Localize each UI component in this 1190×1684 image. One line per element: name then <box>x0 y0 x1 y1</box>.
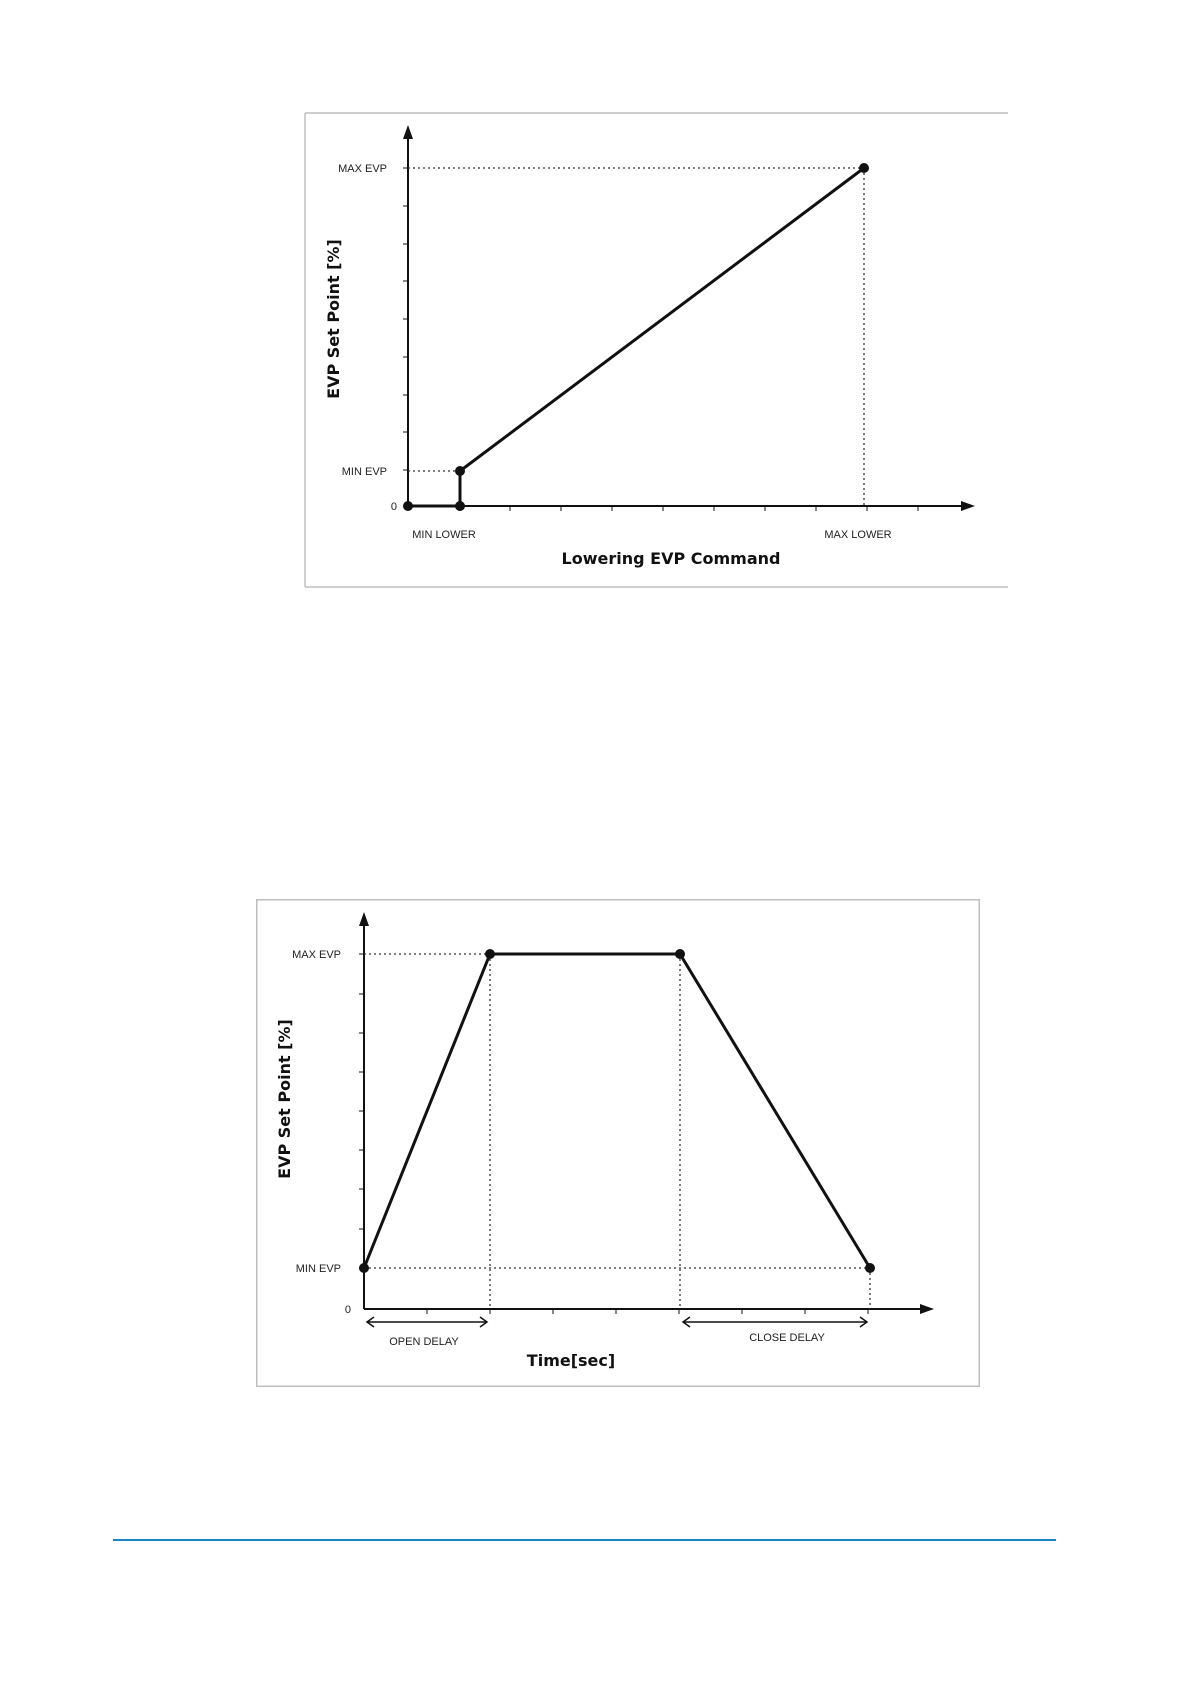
chart2-x-axis-title: Time[sec] <box>526 1351 616 1370</box>
chart1-ytick-min-evp: MIN EVP <box>341 466 387 478</box>
chart2-y-axis-title: EVP Set Point [%] <box>275 1019 294 1179</box>
chart2-ytick-min-evp: MIN EVP <box>295 1263 341 1275</box>
chart2-frame <box>257 900 980 1387</box>
evp-time-chart <box>256 899 980 1387</box>
chart2-open-delay-arrow <box>367 1317 487 1327</box>
chart1-ytick-zero: 0 <box>390 501 397 513</box>
chart1-x-axis-title: Lowering EVP Command <box>561 549 781 568</box>
chart2-open-delay-label: OPEN DELAY <box>389 1336 459 1348</box>
chart2-point-open-end <box>485 949 495 959</box>
lowering-evp-chart-svg <box>305 113 1008 587</box>
chart1-point-max-lower-max-evp <box>859 163 869 173</box>
chart2-y-axis-arrow <box>359 912 369 926</box>
footer-rule <box>113 1539 1056 1541</box>
chart1-y-axis-title: EVP Set Point [%] <box>324 239 343 399</box>
chart2-point-close-end <box>865 1263 875 1273</box>
chart1-point-min-lower-zero <box>455 501 465 511</box>
chart2-series-line <box>364 954 870 1268</box>
chart1-series-line <box>408 168 864 506</box>
chart2-x-axis-arrow <box>920 1304 934 1314</box>
chart1-xtick-min-lower: MIN LOWER <box>412 529 476 541</box>
chart2-point-start <box>359 1263 369 1273</box>
chart1-xtick-max-lower: MAX LOWER <box>824 529 892 541</box>
chart2-close-delay-arrow <box>683 1317 867 1327</box>
chart1-x-axis-arrow <box>961 501 975 511</box>
lowering-evp-chart <box>305 113 1008 587</box>
chart2-ytick-max-evp: MAX EVP <box>292 949 341 961</box>
chart2-close-delay-label: CLOSE DELAY <box>749 1332 825 1344</box>
evp-time-chart-svg <box>256 899 980 1387</box>
chart2-ytick-zero: 0 <box>344 1304 351 1316</box>
chart1-ytick-max-evp: MAX EVP <box>338 163 387 175</box>
chart1-point-origin <box>403 501 413 511</box>
chart2-point-close-start <box>675 949 685 959</box>
chart1-y-axis-arrow <box>403 125 413 139</box>
chart1-point-min-lower-min-evp <box>455 466 465 476</box>
